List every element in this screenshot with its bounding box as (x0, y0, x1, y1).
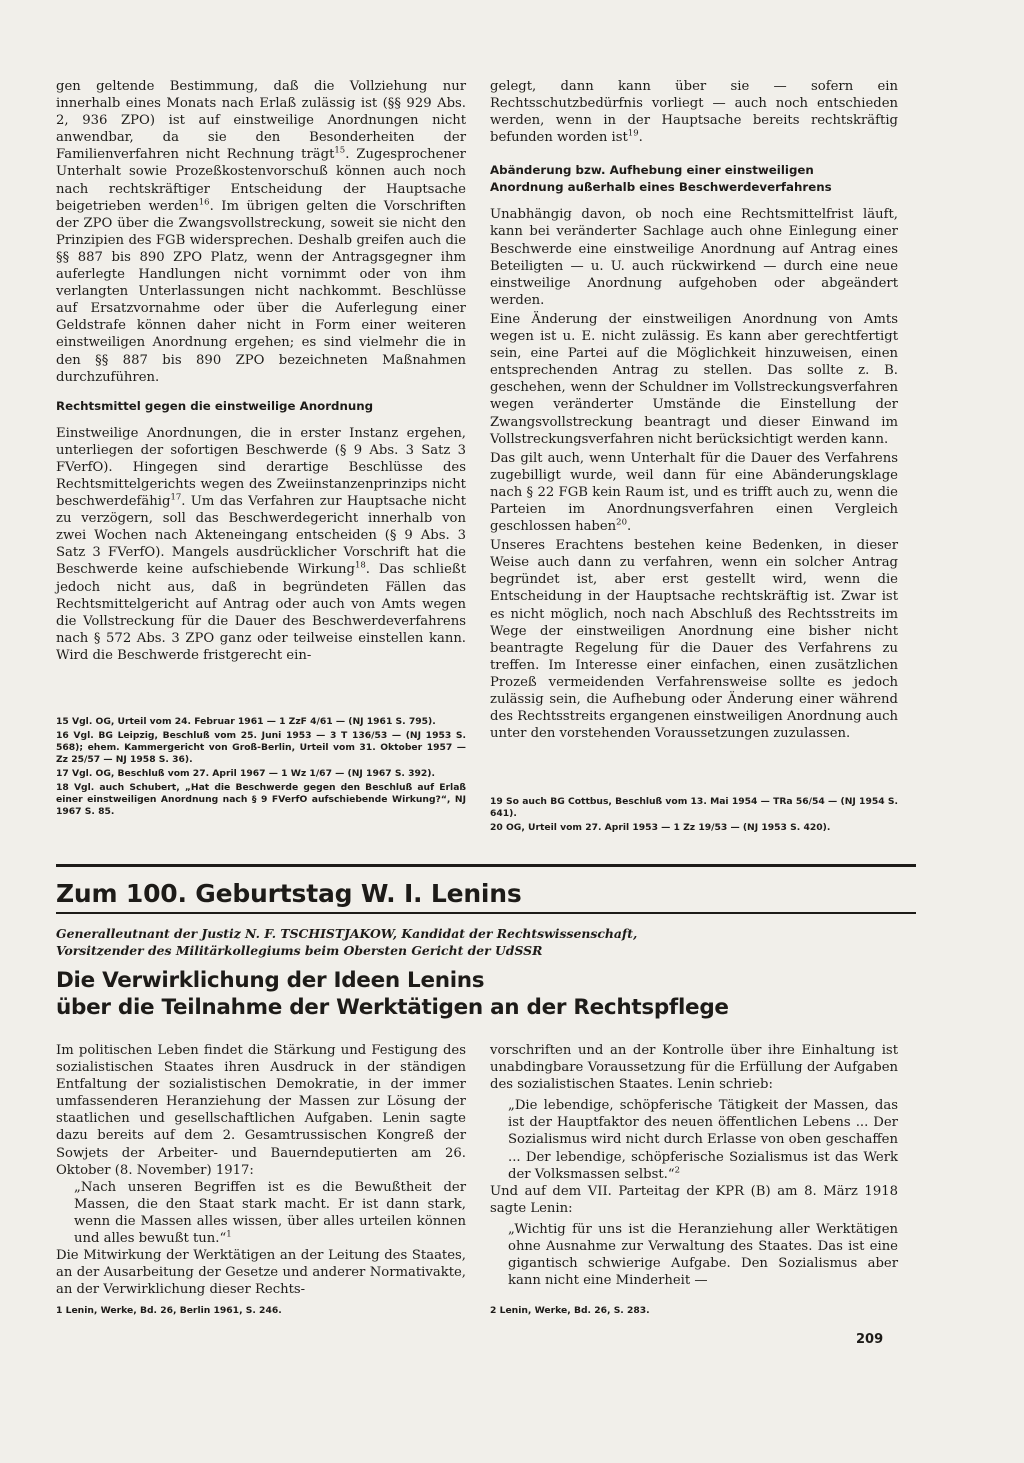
footnotes (56, 716, 466, 820)
article-left-column (56, 1042, 466, 1298)
paragraph: Einstweilige Anordnungen, die in erster Instanz ergehen, unterliegen der sofortigen Beschwerde (§ 9 Abs. 3 Satz 3 FVerfO). Hingegen sind derartige Beschlüsse des Rechtsmittelgerichts wegen des Zweiinstanzenprinzips nicht beschwerdefähig$^{17}$. Um das Verfahren zur Hauptsache nicht zu verzögern, soll das Beschwerdegericht innerhalb von zwei Wochen nach Akteneingang entscheiden (§ 9 Abs. 3 Satz 3 FVerfO). Mangels ausdrücklicher Vorschrift hat die Beschwerde keine aufschiebende Wirkung$^{18}$. Das schließt jedoch nicht aus, daß in begründeten Fällen das Rechtsmittelgericht auf Antrag oder auch von Amts wegen die Vollstreckung für die Dauer des Beschwerdeverfahrens nach § 572 Abs. 3 ZPO ganz oder teilweise einstellen kann. Wird die Beschwerde fristgerecht ein- (56, 425, 466, 663)
article-title: Die Verwirklichung der Ideen Lenins über die Teilnahme der Werktätigen an der Rechtspflege (56, 968, 729, 1020)
section-heading: Rechtsmittel gegen die einstweilige Anordnung (56, 398, 374, 413)
footnote: 18 Vgl. auch Schubert, „Hat die Beschwerde gegen den Beschluß auf Erlaß einer einstweiligen Anordnung nach § 9 FVerfO aufschiebende Wirkung?“, NJ 1967 S. 85. (56, 782, 466, 817)
footnotes (490, 796, 898, 836)
footnote: 16 Vgl. BG Leipzig, Beschluß vom 25. Juni 1953 — 3 T 136/53 — (NJ 1953 S. 568); ehem. Kammergericht von Groß-Berlin, Urteil vom 31. Oktober 1957 — Zz 25/57 — NJ 1958 S. 36). (56, 730, 466, 765)
section-heading: Abänderung bzw. Aufhebung einer einstweiligen Anordnung außerhalb eines Beschwerdeverfahrens (490, 163, 832, 195)
section-banner: Zum 100. Geburtstag W. I. Lenins (56, 879, 522, 908)
footnote: 15 Vgl. OG, Urteil vom 24. Februar 1961 — 1 ZzF 4/61 — (NJ 1961 S. 795). (56, 716, 436, 727)
quote: „Die lebendige, schöpferische Tätigkeit der Massen, das ist der Hauptfaktor des neuen öffentlichen Lebens ... Der Sozialismus wird nicht durch Erlasse von oben geschaffen ... Der lebendige, schöpferische Sozialismus ist das Werk der Volksmassen selbst.“$^2$ (508, 1098, 898, 1182)
paragraph: Das gilt auch, wenn Unterhalt für die Dauer des Verfahrens zugebilligt wurde, weil dann für eine Abänderungsklage nach § 22 FGB kein Raum ist, und es trifft auch zu, wenn die Parteien im Anordnungsverfahren einen Vergleich geschlossen haben$^{20}$. (490, 450, 898, 535)
paragraph: vorschriften und an der Kontrolle über ihre Einhaltung ist unabdingbare Voraussetzung für die Erfüllung der Aufgaben des sozialistischen Staates. Lenin schrieb: (490, 1043, 898, 1093)
quote: „Wichtig für uns ist die Heranziehung aller Werktätigen ohne Ausnahme zur Verwaltung des Staates. Das ist eine gigantisch schwierige Aufgabe. Den Sozialismus aber kann nicht eine Minderheit — (508, 1221, 898, 1289)
paragraph: Unabhängig davon, ob noch eine Rechtsmittelfrist läuft, kann bei veränderter Sachlage auch ohne Einlegung einer Beschwerde eine einstweilige Anordnung auf Antrag eines Beteiligten — u. U. auch rückwirkend — durch eine neue einstweilige Anordnung aufgehoben oder abgeändert werden. (490, 207, 898, 308)
top-left-column (56, 78, 466, 664)
paragraph: Unseres Erachtens bestehen keine Bedenken, in dieser Weise auch dann zu verfahren, wenn ein solcher Antrag begründet ist, aber erst gestellt wird, wenn die Entscheidung in der Hauptsache rechtskräftig ist. Zwar ist es nicht möglich, noch nach Abschluß des Rechtsstreits im Wege der einstweiligen Anordnung eine bisher nicht beantragte Regelung für die Dauer des Verfahrens zu treffen. Im Interesse einer einfachen, einen zusätzlichen Prozeß vermeidenden Verfahrensweise sollte es jedoch zulässig sein, die Aufhebung oder Änderung einer während des Rechtsstreits ergangenen einstweiligen Anordnung auch unter den vorstehenden Voraussetzungen zuzulassen. (490, 538, 898, 742)
article-right-column (490, 1042, 898, 1289)
paragraph: Und auf dem VII. Parteitag der KPR (B) am 8. März 1918 sagte Lenin: (490, 1183, 898, 1216)
quote: „Nach unseren Begriffen ist es die Bewußtheit der Massen, die den Staat stark macht. Er ist dann stark, wenn die Massen alles wissen, über alles urteilen können und alles bewußt tun.“$^1$ (74, 1179, 466, 1247)
author-line: Generalleutnant der Justiz N. F. TSCHISTJAKOW, Kandidat der Rechtswissenschaft, Vorsitzender des Militärkollegiums beim Obersten Gericht der UdSSR (56, 926, 638, 958)
divider (56, 864, 916, 867)
footnote: 19 So auch BG Cottbus, Beschluß vom 13. Mai 1954 — TRa 56/54 — (NJ 1954 S. 641). (490, 796, 898, 819)
paragraph: gelegt, dann kann über sie — sofern ein Rechtsschutzbedürfnis vorliegt — auch noch entschieden werden, wenn in der Hauptsache bereits rechtskräftig befunden worden ist$^{19}$. (490, 79, 898, 146)
footnote: 17 Vgl. OG, Beschluß vom 27. April 1967 — 1 Wz 1/67 — (NJ 1967 S. 392). (56, 768, 435, 779)
footnote: 1 Lenin, Werke, Bd. 26, Berlin 1961, S. 246. (56, 1305, 282, 1316)
page-number: 209 (856, 1332, 884, 1347)
paragraph: Die Mitwirkung der Werktätigen an der Leitung des Staates, an der Ausarbeitung der Gesetze und anderer Normativakte, an der Verwirklichung dieser Rechts- (56, 1248, 466, 1298)
paragraph: gen geltende Bestimmung, daß die Vollziehung nur innerhalb eines Monats nach Erlaß zulässig ist (§§ 929 Abs. 2, 936 ZPO) ist auf einstweilige Anordnungen nicht anwendbar, da sie den Besonderheiten der Familienverfahren nicht Rechnung trägt$^{15}$. Zugesprochener Unterhalt sowie Prozeßkostenvorschuß können auch noch nach rechtskräftiger Entscheidung der Hauptsache beigetrieben werden$^{16}$. Im übrigen gelten die Vorschriften der ZPO über die Zwangsvollstreckung, soweit sie nicht den Prinzipien des FGB widersprechen. Deshalb greifen auch die §§ 887 bis 890 ZPO Platz, wenn der Antragsgegner ihm auferlegte Handlungen nicht vornimmt oder von ihm verlangten Unterlassungen nicht nachkommt. Beschlüsse auf Ersatzvornahme oder über die Auferlegung einer Geldstrafe können daher nicht in Form einer weiteren einstweiligen Anordnung ergehen; es sind vielmehr die in den §§ 887 bis 890 ZPO bezeichneten Maßnahmen durchzuführen. (56, 79, 466, 385)
divider (56, 912, 916, 914)
paragraph: Im politischen Leben findet die Stärkung und Festigung des sozialistischen Staates ihren Ausdruck in der ständigen Entfaltung der sozialistischen Demokratie, in der immer umfassenderen Heranziehung der Massen zur Lösung der staatlichen und gesellschaftlichen Aufgaben. Lenin sagte dazu bereits auf dem 2. Gesamtrussischen Kongreß der Sowjets der Arbeiter- und Bauerndeputierten am 26. Oktober (8. November) 1917: (56, 1043, 466, 1178)
top-right-column (490, 78, 898, 742)
footnote: 20 OG, Urteil vom 27. April 1953 — 1 Zz 19/53 — (NJ 1953 S. 420). (490, 822, 831, 833)
footnote: 2 Lenin, Werke, Bd. 26, S. 283. (490, 1305, 650, 1316)
paragraph: Eine Änderung der einstweiligen Anordnung von Amts wegen ist u. E. nicht zulässig. Es kann aber gerechtfertigt sein, eine Partei auf die Möglichkeit hinzuweisen, einen entsprechenden Antrag zu stellen. Das sollte z. B. geschehen, wenn der Schuldner im Vollstreckungsverfahren wegen veränderter Umstände die Einstellung der Zwangsvollstreckung beantragt und dieser Einwand im Vollstreckungsverfahren nicht berücksichtigt werden kann. (490, 311, 898, 447)
